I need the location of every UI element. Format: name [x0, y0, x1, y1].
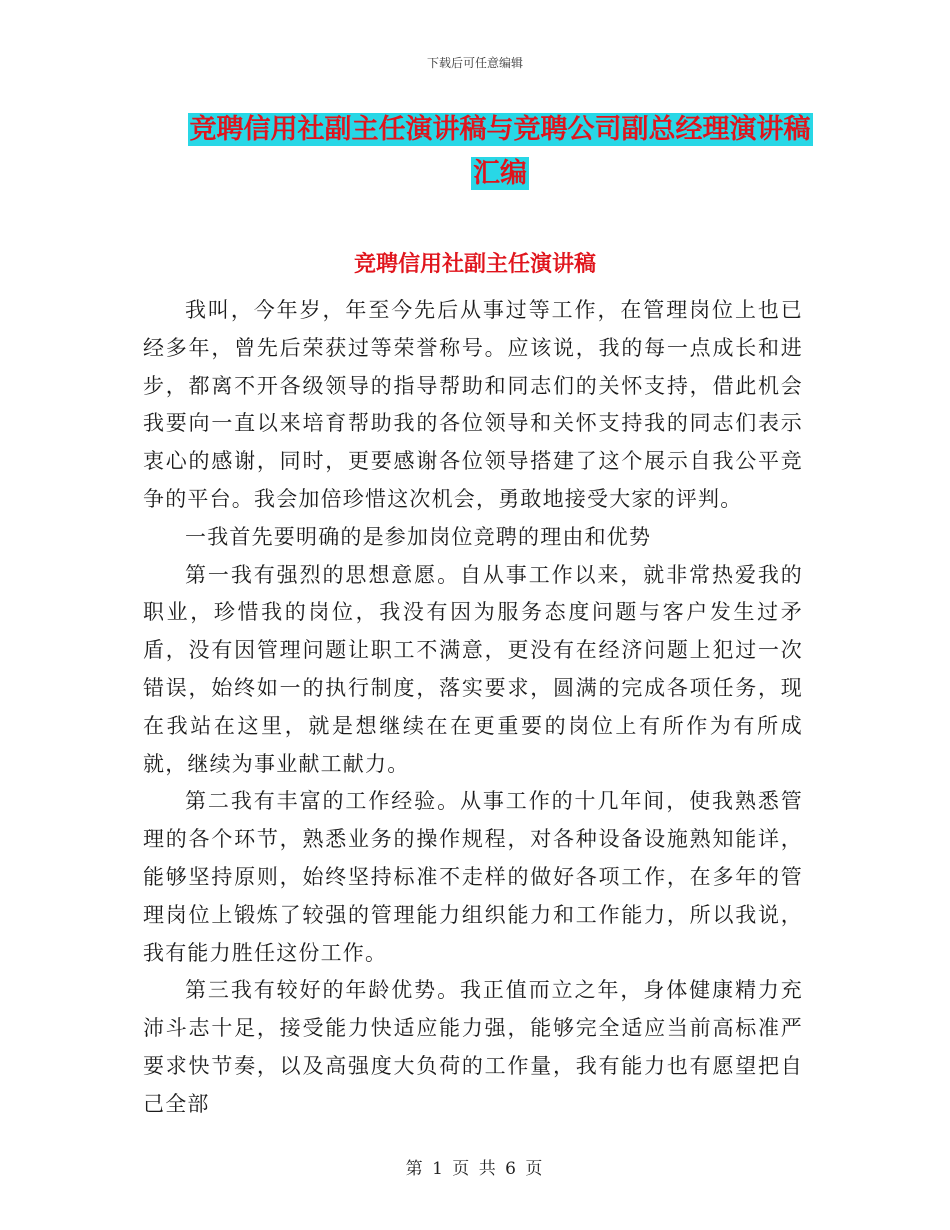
paragraph: 第三我有较好的年龄优势。我正值而立之年，身体健康精力充沛斗志十足，接受能力快适应能力强，能够完全适应当前高标准严要求快节奏，以及高强度大负荷的工作量，我有能力也有愿望把自己全部: [143, 978, 803, 1116]
document-title: [140, 108, 860, 196]
paragraph: 一我首先要明确的是参加岗位竞聘的理由和优势: [185, 524, 652, 549]
paragraph: 第二我有丰富的工作经验。从事工作的十几年间，使我熟悉管理的各个环节，熟悉业务的操作规程，对各种设备设施熟知能详，能够坚持原则，始终坚持标准不走样的做好各项工作，在多年的管理岗位上锻炼了较强的管理能力组织能力和工作能力，所以我说，我有能力胜任这份工作。: [143, 789, 803, 965]
body-text: [143, 292, 803, 1124]
section-title: 竞聘信用社副主任演讲稿: [353, 252, 596, 277]
paragraph: 我叫，今年岁，年至今先后从事过等工作，在管理岗位上也已经多年，曾先后荣获过等荣誉称号。应该说，我的每一点成长和进步，都离不开各级领导的指导帮助和同志们的关怀支持，借此机会我要向一直以来培育帮助我的各位领导和关怀支持我的同志们表示衷心的感谢，同时，更要感谢各位领导搭建了这个展示自我公平竞争的平台。我会加倍珍惜这次机会，勇敢地接受大家的评判。: [143, 298, 803, 511]
document-title-line2: 汇编: [473, 158, 527, 189]
document-title-line1: 竞聘信用社副主任演讲稿与竞聘公司副总经理演讲稿: [189, 114, 811, 145]
paragraph: 第一我有强烈的思想意愿。自从事工作以来，就非常热爱我的职业，珍惜我的岗位，我没有因为服务态度问题与客户发生过矛盾，没有因管理问题让职工不满意，更没有在经济问题上犯过一次错误，始终如一的执行制度，落实要求，圆满的完成各项任务，现在我站在这里，就是想继续在在更重要的岗位上有所作为有所成就，继续为事业献工献力。: [143, 562, 803, 776]
page-number: 第 1 页 共 6 页: [405, 1159, 545, 1179]
header-note: 下载后可任意编辑: [426, 56, 523, 70]
